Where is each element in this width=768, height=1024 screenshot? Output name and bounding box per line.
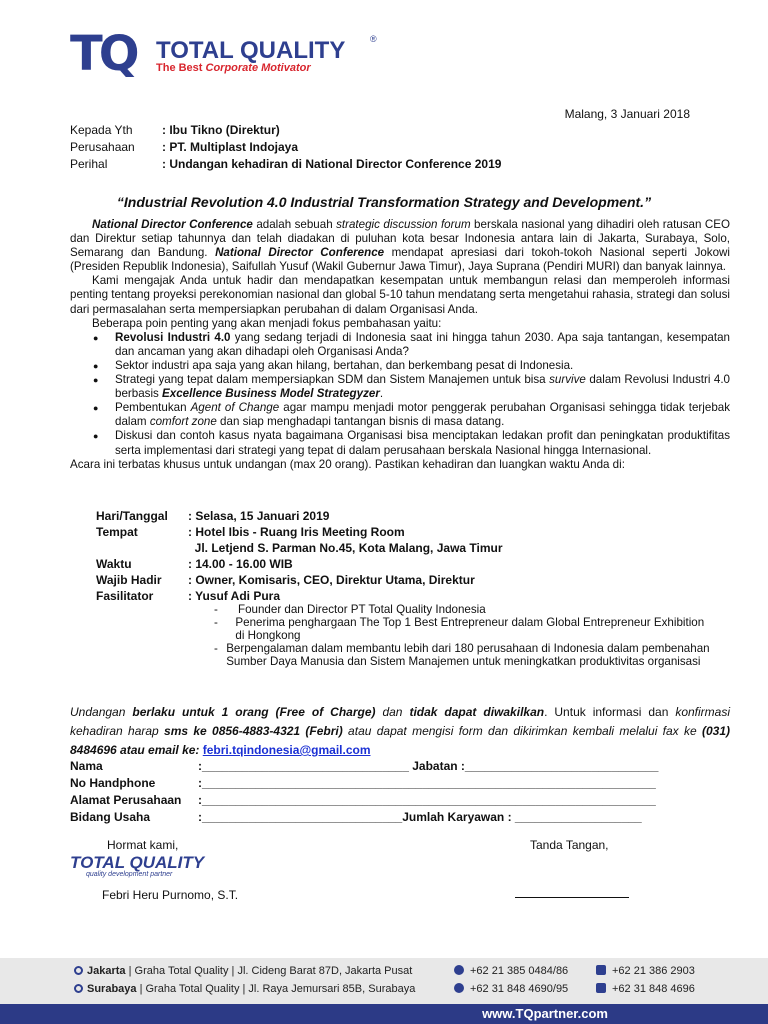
address-label: Perihal [70,157,108,171]
letter-body [70,218,730,472]
event-value: : Yusuf Adi Pura [188,589,281,603]
event-row [96,556,503,572]
footer-surabaya: Surabaya | Graha Total Quality | Jl. Raya Jemursari 85B, Surabaya [74,983,415,995]
signature-line [515,897,629,898]
form-row[interactable] [70,775,658,792]
event-row [96,524,503,540]
facilitator-item [214,616,714,642]
footer-phone-jakarta: +62 21 385 0484/86 [454,965,568,977]
event-row [96,572,503,588]
address-row [70,139,298,155]
list-item: ● Revolusi Industri 4.0 yang sedang terjadi di Indonesia saat ini hingga tahun 2030. Apa saja tantangan, kesempatan dan ancaman yang akan dihadapi oleh Organisasi Anda? [115,331,730,359]
phone-icon [454,965,464,975]
event-row [96,588,503,604]
footer-jakarta: Jakarta | Graha Total Quality | Jl. Cideng Barat 87D, Jakarta Pusat [74,965,412,977]
footer-phone-surabaya: +62 31 848 4690/95 [454,983,568,995]
address-value: : Ibu Tikno (Direktur) [162,123,280,137]
location-pin-icon [74,966,83,975]
logo-tagline [156,62,311,74]
facilitator-item [214,642,714,668]
tq-logo-mark: TQ [70,26,136,82]
address-value: : PT. Multiplast Indojaya [162,140,299,154]
event-row [96,508,503,524]
signer-name: Febri Heru Purnomo, S.T. [102,888,239,902]
event-label: Wajib Hadir [96,573,162,587]
list-item: ● Diskusi dan contoh kasus nyata bagaimana Organisasi bisa menciptakan ledakan profit dan peningkatan produktifitas serta implementasi dari strategi yang tepat di dalam perusahaan berskala Nasional hingga Internasional. [115,429,730,457]
address-row [70,122,280,138]
focus-list [70,331,730,458]
url-bar [0,1004,768,1024]
registration-note: Undangan berlaku untuk 1 orang (Free of Charge) dan tidak dapat diwakilkan. Untuk informasi dan konfirmasi kehadiran harap sms ke 0856-4883-4321 (Febri) atau dapat mengisi form dan dikirimkan kembali melalui fax ke (031) 8484696 atau email ke: febri.tqindonesia@gmail.com [70,705,731,757]
paragraph-limited: Acara ini terbatas khusus untuk undangan (max 20 orang). Pastikan kehadiran dan luangkan waktu Anda di: [70,457,625,471]
facilitator-profile [214,603,714,668]
list-item: ● Pembentukan Agent of Change agar mampu menjadi motor penggerak perubahan Organisasi sehingga tidak terjebak dalam comfort zone dan siap menghadapi tantangan bisnis di masa datang. [115,401,730,429]
dash-marker: - [214,642,218,655]
form-label: No Handphone [70,776,156,790]
logo-title: TOTAL QUALITY [156,37,346,64]
form-label: Bidang Usaha [70,810,151,824]
headline: “Industrial Revolution 4.0 Industrial Transformation Strategy and Development.” [116,194,652,210]
facilitator-item [214,603,714,616]
facilitator-text: Founder dan Director PT Total Quality Indonesia [238,603,486,616]
closing-label: Hormat kami, [107,838,179,852]
signature-logo-tagline: quality development partner [86,871,173,878]
event-value: : Hotel Ibis - Ruang Iris Meeting Room [188,525,405,539]
list-item: ● Strategi yang tepat dalam mempersiapkan SDM dan Sistem Manajemen untuk bisa survive dalam Revolusi Industri 4.0 berbasis Excellence Business Model Strategyzer. [115,373,730,401]
letter-date: Malang, 3 Januari 2018 [564,107,690,121]
list-item: ● Sektor industri apa saja yang akan hilang, bertahan, dan berkembang pesat di Indonesia. [115,359,730,373]
event-label: Waktu [96,557,132,571]
form-blank[interactable]: :_______________________________ Jabatan :_____________________________ [198,759,659,773]
facilitator-text: Penerima penghargaan The Top 1 Best Entrepreneur dalam Global Entrepreneur Exhibition di Hongkong [235,616,705,642]
fax-icon [596,983,606,993]
form-label: Alamat Perusahaan [70,793,182,807]
address-label: Kepada Yth [70,123,133,137]
address-value: : Undangan kehadiran di National Director Conference 2019 [162,157,502,171]
form-blank[interactable]: :______________________________Jumlah Karyawan : ___________________ [198,810,642,824]
registration-form [70,758,658,826]
address-row [70,156,501,172]
paragraph-points: Beberapa poin penting yang akan menjadi fokus pembahasan yaitu: [92,316,442,330]
form-label: Nama [70,759,103,773]
event-label: Tempat [96,525,138,539]
registered-mark: ® [370,34,377,44]
email-link[interactable]: febri.tqindonesia@gmail.com [202,743,371,757]
website-link[interactable]: www.TQpartner.com [482,1006,608,1021]
form-blank[interactable]: :____________________________________________________________________ [198,793,656,807]
event-value: : Owner, Komisaris, CEO, Direktur Utama, Direktur [188,573,475,587]
event-label: Hari/Tanggal [96,509,168,523]
event-row [96,540,503,556]
event-value: Jl. Letjend S. Parman No.45, Kota Malang, Jawa Timur [188,541,503,555]
event-details [96,508,503,604]
phone-icon [454,983,464,993]
form-row[interactable] [70,792,658,809]
tagline-prefix: The Best [156,62,206,74]
form-row[interactable] [70,758,658,775]
location-pin-icon [74,984,83,993]
facilitator-text: Berpengalaman dalam membantu lebih dari 180 perusahaan di Indonesia dalam pembenahan Sumber Daya Manusia dan Sistem Manajemen untuk meningkatkan produktivitas organisasi [226,642,710,668]
footer-fax-surabaya: +62 31 848 4696 [596,983,695,995]
event-value: : Selasa, 15 Januari 2019 [188,509,330,523]
form-row[interactable] [70,809,658,826]
event-label: Fasilitator [96,589,154,603]
tagline-emphasis: Corporate Motivator [205,62,311,74]
form-blank[interactable]: :____________________________________________________________________ [198,776,656,790]
footer-fax-jakarta: +62 21 386 2903 [596,965,695,977]
dash-marker: - [214,603,218,616]
paragraph-intro: National Director Conference adalah sebuah strategic discussion forum berskala nasional yang dihadiri oleh ratusan CEO dan Direktur setiap tahunnya dan telah diadakan di puluhan kota besar Indonesia antara lain di Jakarta, Surabaya, Solo, Semarang dan Bandung. National Director Conference mendapat apresiasi dari tokoh-tokoh Nasional seperti Jokowi (Presiden Republik Indonesia), Saifullah Yusuf (Wakil Gubernur Jawa Timur), Jaya Suprana (Pendiri MURI) dan banyak lainnya. [70,218,731,274]
fax-icon [596,965,606,975]
dash-marker: - [214,616,218,629]
signature-label: Tanda Tangan, [530,838,609,852]
event-value: : 14.00 - 16.00 WIB [188,557,293,571]
address-label: Perusahaan [70,140,135,154]
paragraph-invite: Kami mengajak Anda untuk hadir dan mendapatkan kesempatan untuk membangun relasi dan memperoleh informasi penting tentang proyeksi perekonomian nasional dan global 5-10 tahun mendatang serta mengetahui rahasia, strategi dan solusi dari permasalahan serta mempersiapkan perubahan di dalam Organisasi Anda. [70,274,731,316]
signature-logo: TOTAL QUALITY [70,853,205,872]
event-label [96,540,188,556]
